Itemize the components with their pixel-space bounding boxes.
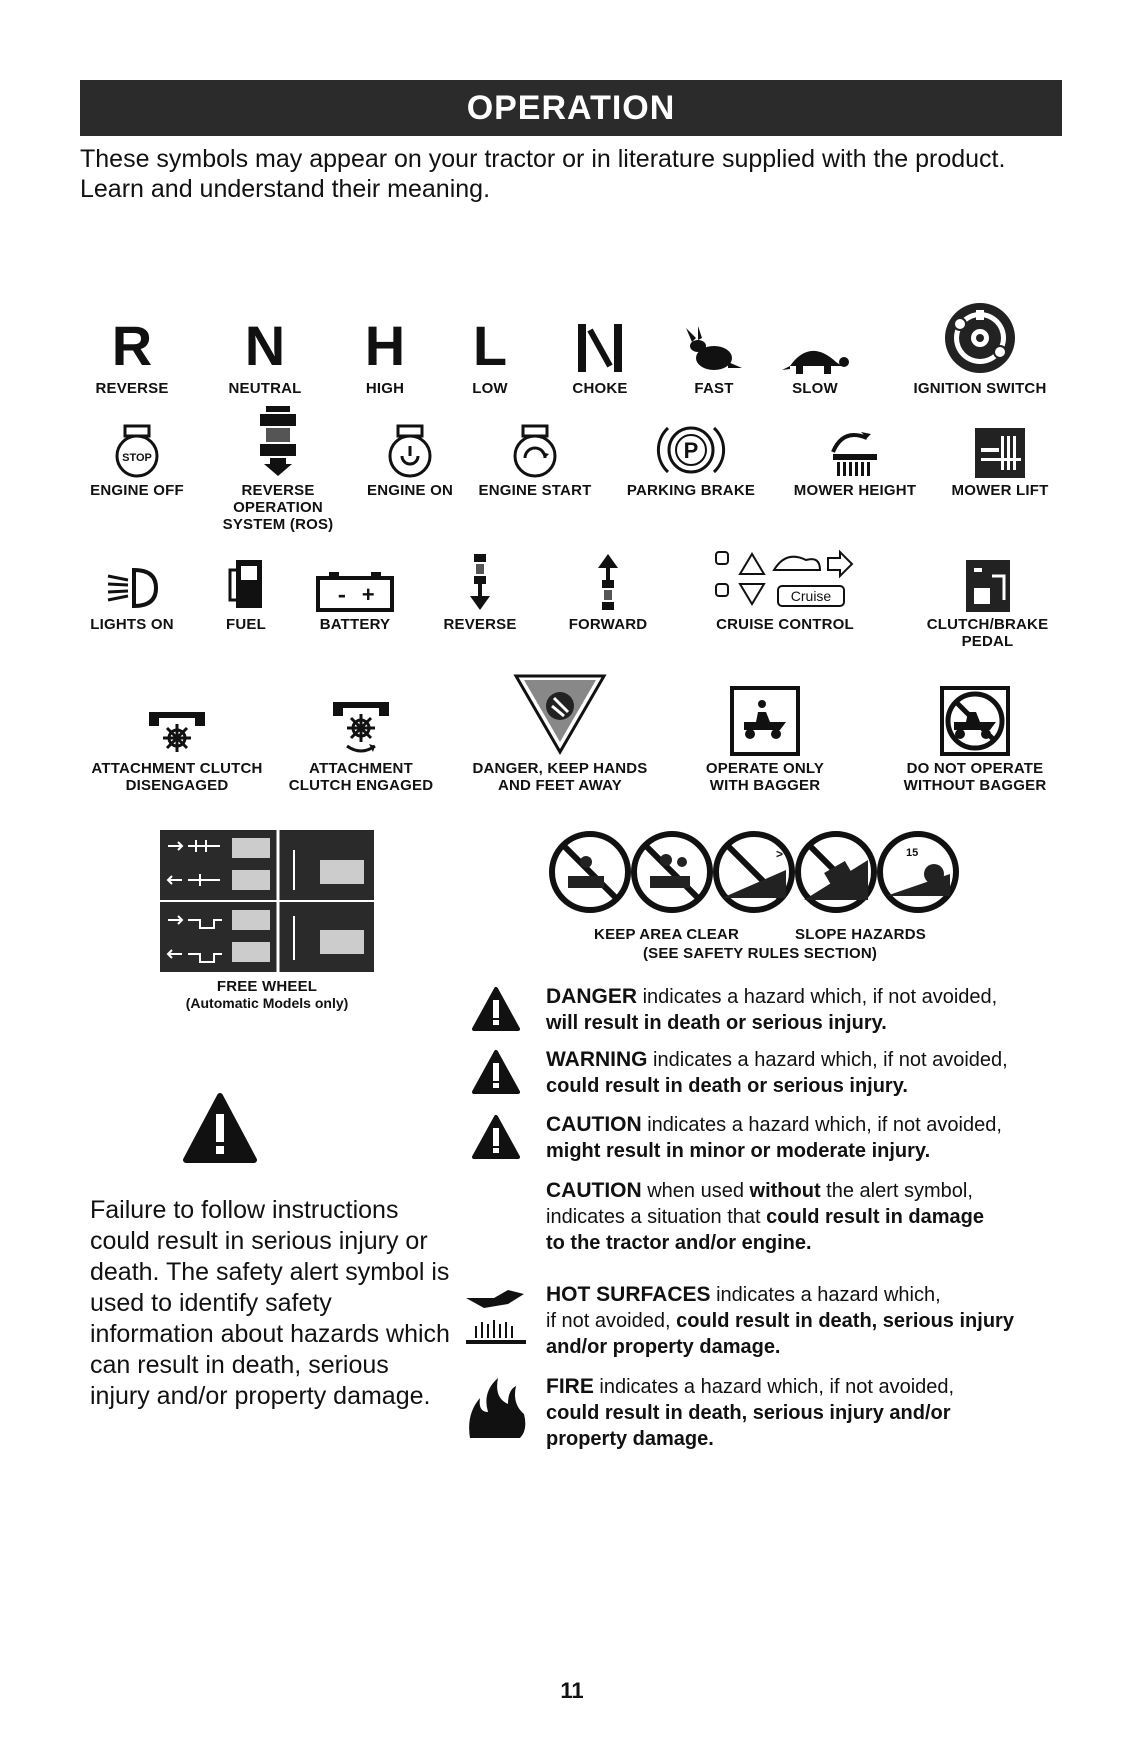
- symbol-parking-brake: P PARKING BRAKE: [616, 418, 766, 499]
- pto-on-icon: [329, 696, 393, 756]
- symbol-engine-off: STOP ENGINE OFF: [82, 418, 192, 499]
- slope-rollover-icon: [880, 834, 956, 910]
- turtle-icon: [780, 336, 850, 376]
- cruise-control-icon: [710, 548, 860, 612]
- symbol-bagger: OPERATE ONLY WITH BAGGER: [690, 680, 840, 794]
- symbol-engine-on: ENGINE ON: [355, 418, 465, 499]
- mower-lift-icon: [975, 428, 1025, 478]
- warning-definition: WARNING indicates a hazard which, if not avoided, could result in death or serious injury.: [546, 1047, 1066, 1099]
- symbol-reverse-arrow: REVERSE: [430, 552, 530, 633]
- hot-surface-icon: [464, 1286, 530, 1346]
- blade-danger-icon: [512, 672, 608, 756]
- slope-caption: KEEP AREA CLEAR SLOPE HAZARDS (SEE SAFETY RULES SECTION): [594, 926, 926, 962]
- symbol-choke: CHOKE: [550, 312, 650, 397]
- symbol-slow: SLOW: [765, 312, 865, 397]
- svg-text:Cruise: Cruise: [790, 588, 832, 604]
- ros-icon: [256, 404, 300, 478]
- forward-arrow-icon: [596, 552, 620, 612]
- no-bagger-icon: [940, 686, 1010, 756]
- svg-text:- +: - +: [335, 584, 375, 609]
- symbol-high: H HIGH: [364, 314, 406, 397]
- slope-hazard-icons: [546, 830, 966, 914]
- fuel-icon: [226, 556, 266, 612]
- page-title: OPERATION: [80, 80, 1062, 136]
- free-wheel-panel: [160, 830, 374, 972]
- lights-icon: [104, 564, 160, 612]
- alert-triangle-icon: [472, 1049, 520, 1095]
- pto-off-icon: [145, 706, 209, 756]
- bagger-icon: [730, 686, 800, 756]
- reverse-arrow-icon: [468, 552, 492, 612]
- symbol-fast: FAST: [664, 312, 764, 397]
- svg-text:15: 15: [906, 847, 919, 859]
- page-number: 11: [560, 1678, 584, 1703]
- symbol-mower-lift: MOWER LIFT: [940, 418, 1060, 499]
- symbol-ros: REVERSE OPERATION SYSTEM (ROS): [208, 402, 348, 533]
- free-wheel-caption: FREE WHEEL (Automatic Models only): [185, 978, 349, 1011]
- engine-off-icon: [113, 424, 161, 478]
- symbol-lights: LIGHTS ON: [82, 552, 182, 633]
- failure-warning-text: Failure to follow instructions could result in serious injury or death. The safety alert symbol is used to identify safety information about hazards which can result in death, serious injury and/or property damage.: [90, 1196, 450, 1410]
- engine-start-icon: [511, 424, 559, 478]
- fire-icon: [464, 1374, 530, 1440]
- pedal-icon: [966, 560, 1010, 612]
- caution-definition: CAUTION indicates a hazard which, if not avoided, might result in minor or moderate injury.: [546, 1112, 1066, 1164]
- keep-area-clear-icon: [552, 834, 628, 910]
- symbol-engine-start: ENGINE START: [470, 418, 600, 499]
- symbol-reverse: R REVERSE: [95, 314, 169, 397]
- battery-icon: [315, 570, 395, 612]
- symbol-pto-on: ATTACHMENT CLUTCH ENGAGED: [276, 692, 446, 794]
- caution-no-symbol-definition: CAUTION when used without the alert symbol, indicates a situation that could result in damage to the tractor and/or engine.: [546, 1179, 984, 1254]
- rabbit-icon: [684, 324, 744, 376]
- no-slope-icon: [716, 834, 792, 910]
- alert-triangle-icon: [472, 1114, 520, 1160]
- symbol-mower-height: MOWER HEIGHT: [780, 418, 930, 499]
- n-icon: N: [244, 314, 286, 377]
- symbol-no-bagger: DO NOT OPERATE WITHOUT BAGGER: [885, 680, 1065, 794]
- svg-text:STOP: STOP: [122, 452, 152, 464]
- svg-text:>: >: [776, 847, 784, 861]
- safety-alert-icon: [182, 1092, 258, 1164]
- no-passenger-icon: [634, 834, 710, 910]
- symbol-ignition: IGNITION SWITCH: [900, 290, 1060, 397]
- free-wheel-icon: [160, 830, 374, 972]
- engine-on-icon: [386, 424, 434, 478]
- intro-text: These symbols may appear on your tractor or in literature supplied with the product. Learn and understand their meaning.: [80, 145, 1006, 203]
- l-icon: L: [472, 314, 508, 377]
- alert-triangle-icon: [472, 986, 520, 1032]
- svg-text:P: P: [683, 438, 699, 463]
- hot-surfaces-definition: HOT SURFACES indicates a hazard which, if not avoided, could result in death, serious injury and/or property damage.: [546, 1282, 1066, 1360]
- fire-definition: FIRE indicates a hazard which, if not avoided, could result in death, serious injury and/or property damage.: [546, 1374, 1066, 1452]
- symbol-low: L LOW: [472, 314, 508, 397]
- symbol-blade-danger: DANGER, KEEP HANDS AND FEET AWAY: [460, 672, 660, 794]
- r-icon: R: [111, 314, 153, 377]
- danger-definition: DANGER indicates a hazard which, if not avoided, will result in death or serious injury.: [546, 984, 1066, 1036]
- h-icon: H: [364, 314, 406, 377]
- symbol-clutch-brake: CLUTCH/BRAKE PEDAL: [905, 552, 1070, 650]
- ignition-switch-icon: [942, 300, 1018, 376]
- symbol-cruise: Cruise CRUISE CONTROL: [680, 540, 890, 633]
- symbol-battery: - + BATTERY: [300, 552, 410, 633]
- symbol-forward-arrow: FORWARD: [558, 552, 658, 633]
- parking-brake-icon: [656, 422, 726, 478]
- symbol-pto-off: ATTACHMENT CLUTCH DISENGAGED: [82, 692, 272, 794]
- symbol-fuel: FUEL: [196, 552, 296, 633]
- symbol-neutral: N NEUTRAL: [228, 314, 302, 397]
- mower-height-icon: [823, 424, 887, 478]
- choke-icon: [572, 320, 628, 376]
